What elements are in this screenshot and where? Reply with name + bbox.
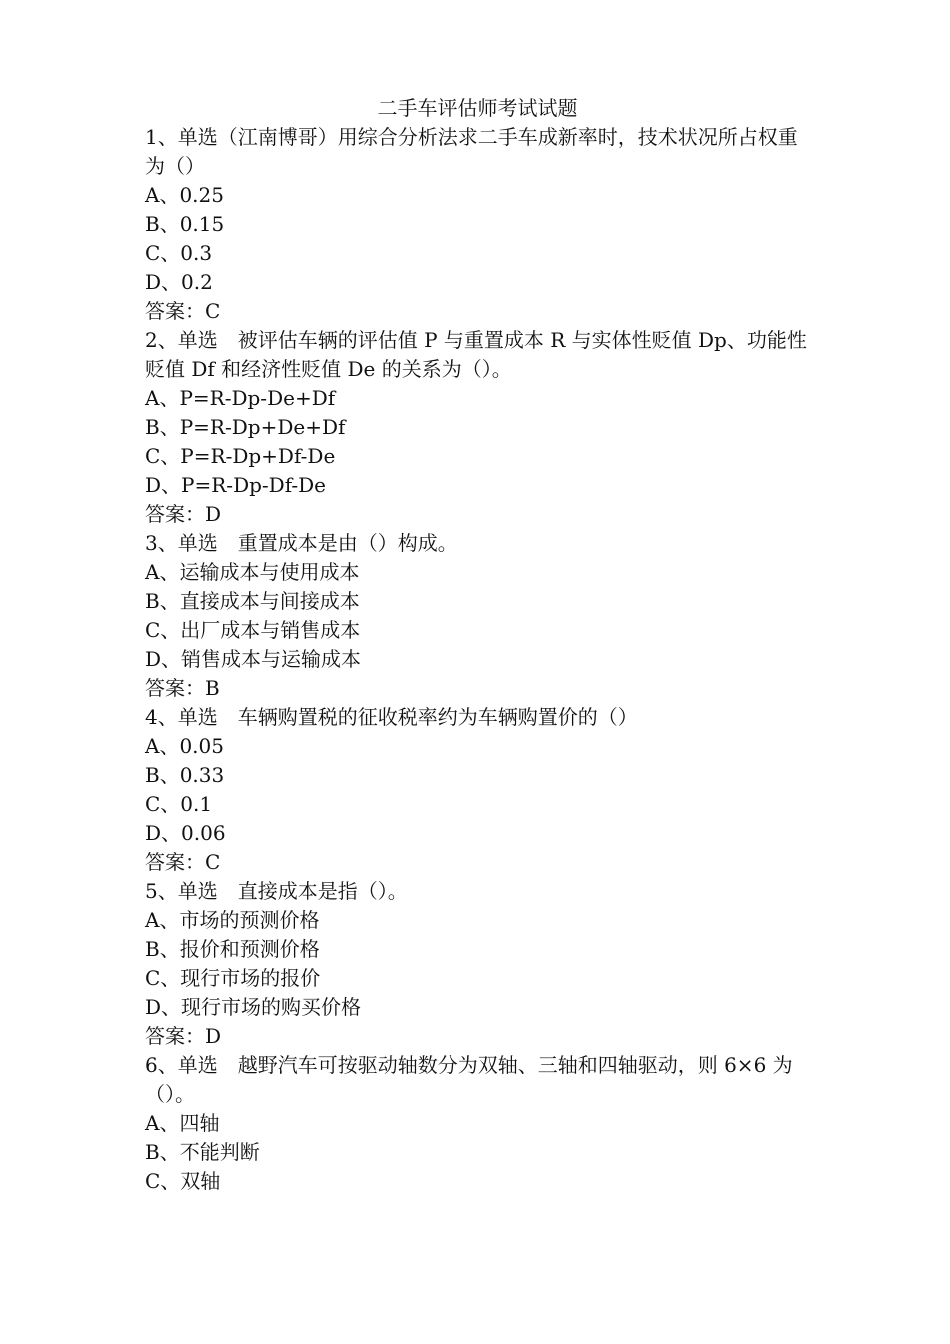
option-line: B、直接成本与间接成本 (145, 589, 360, 613)
answer-line: 答案：D (145, 1024, 222, 1048)
question-stem: 4、单选 车辆购置税的征收税率约为车辆购置价的（） (145, 705, 638, 729)
option-line: C、现行市场的报价 (145, 966, 321, 990)
option-line: B、P=R-Dp+De+Df (145, 415, 346, 439)
answer-line: 答案：C (145, 299, 221, 323)
question-block (145, 703, 810, 877)
option-line: B、报价和预测价格 (145, 937, 320, 961)
option-line: C、0.1 (145, 792, 213, 816)
option-line: B、0.33 (145, 763, 225, 787)
option-line: A、0.05 (145, 734, 224, 758)
question-stem: 1、单选（江南博哥）用综合分析法求二手车成新率时，技术状况所占权重为（） (145, 125, 798, 178)
option-line: C、出厂成本与销售成本 (145, 618, 361, 642)
answer-line: 答案：C (145, 850, 221, 874)
option-line: D、现行市场的购买价格 (145, 995, 362, 1019)
option-line: D、0.2 (145, 270, 213, 294)
option-line: A、运输成本与使用成本 (145, 560, 360, 584)
option-line: C、0.3 (145, 241, 213, 265)
option-line: A、四轴 (145, 1111, 220, 1135)
option-line: B、不能判断 (145, 1140, 260, 1164)
option-line: A、0.25 (145, 183, 224, 207)
question-stem: 6、单选 越野汽车可按驱动轴数分为双轴、三轴和四轴驱动，则 6×6 为（）。 (145, 1053, 793, 1106)
document-title: 二手车评估师考试试题 (377, 96, 578, 120)
answer-line: 答案：B (145, 676, 220, 700)
question-block (145, 1051, 810, 1196)
option-line: B、0.15 (145, 212, 225, 236)
question-stem: 5、单选 直接成本是指（）。 (145, 879, 408, 903)
question-block (145, 529, 810, 703)
question-stem: 2、单选 被评估车辆的评估值 P 与重置成本 R 与实体性贬值 Dp、功能性贬值 Df 和经济性贬值 De 的关系为（）。 (145, 328, 807, 381)
option-line: C、双轴 (145, 1169, 221, 1193)
option-line: D、0.06 (145, 821, 226, 845)
option-line: D、销售成本与运输成本 (145, 647, 362, 671)
option-line: A、市场的预测价格 (145, 908, 320, 932)
option-line: D、P=R-Dp-Df-De (145, 473, 327, 497)
question-block (145, 123, 810, 326)
answer-line: 答案：D (145, 502, 222, 526)
option-line: A、P=R-Dp-De+Df (145, 386, 336, 410)
document-page (145, 94, 810, 1196)
question-stem: 3、单选 重置成本是由（）构成。 (145, 531, 458, 555)
question-block (145, 326, 810, 529)
question-block (145, 877, 810, 1051)
option-line: C、P=R-Dp+Df-De (145, 444, 336, 468)
